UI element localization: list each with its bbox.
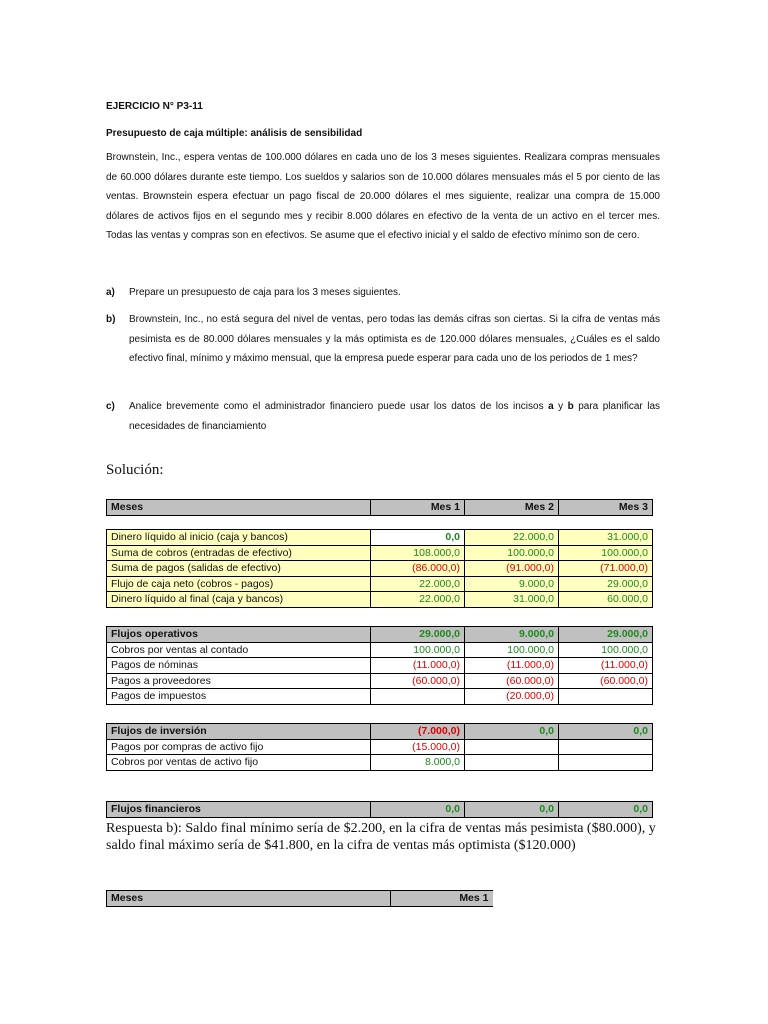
table-row xyxy=(107,545,653,561)
cell-value: 29.000,0 xyxy=(559,576,653,592)
row-label: Cobros por ventas al contado xyxy=(107,642,371,658)
question-b xyxy=(106,310,660,369)
answer-b: Respuesta b): Saldo final mínimo sería de $2.200, en la cifra de ventas más pesimista ($80.000), y saldo final máximo sería de $41.800, en la cifra de ventas más optimista ($120.000) xyxy=(106,821,656,853)
question-a-text: Prepare un presupuesto de caja para los 3 meses siguientes. xyxy=(129,287,401,298)
cell-value xyxy=(465,739,559,755)
operating-header-label: Flujos operativos xyxy=(107,627,371,643)
cell-value: 22.000,0 xyxy=(371,576,465,592)
question-c-label: c) xyxy=(106,401,115,412)
cell-value: (86.000,0) xyxy=(371,561,465,577)
cell-value: 8.000,0 xyxy=(371,755,465,771)
financing-flows-table xyxy=(106,801,653,818)
months-header-row xyxy=(107,500,653,516)
cell-value: 9.000,0 xyxy=(465,576,559,592)
months-header-row-2 xyxy=(107,891,493,907)
month-2-header: Mes 2 xyxy=(465,500,559,516)
cell-value xyxy=(465,755,559,771)
cell-value: 0,0 xyxy=(559,724,653,740)
months-label: Meses xyxy=(107,500,371,516)
cell-value: 0,0 xyxy=(371,530,465,546)
cell-value: (15.000,0) xyxy=(371,739,465,755)
question-c-text: Analice brevemente como el administrador financiero puede usar los datos de los incisos a y b para planificar las necesidades de financiamiento xyxy=(129,401,661,432)
table-row xyxy=(107,755,653,771)
solution-label: Solución: xyxy=(106,462,164,478)
cell-value: 9.000,0 xyxy=(465,627,559,643)
cell-value: 0,0 xyxy=(371,802,465,818)
cell-value xyxy=(371,689,465,705)
summary-table xyxy=(106,529,653,608)
table-row xyxy=(107,530,653,546)
row-label: Suma de pagos (salidas de efectivo) xyxy=(107,561,371,577)
cell-value: 100.000,0 xyxy=(559,545,653,561)
cell-value: (11.000,0) xyxy=(559,658,653,674)
question-a-label: a) xyxy=(106,287,115,298)
exercise-subtitle: Presupuesto de caja múltiple: análisis de sensibilidad xyxy=(106,128,363,139)
operating-header-row xyxy=(107,627,653,643)
cell-value: 29.000,0 xyxy=(559,627,653,643)
months-label-2: Meses xyxy=(107,891,391,907)
table-row xyxy=(107,592,653,608)
investment-flows-table xyxy=(106,723,653,771)
cell-value: 100.000,0 xyxy=(465,642,559,658)
month-1-header: Mes 1 xyxy=(371,500,465,516)
table-row xyxy=(107,642,653,658)
row-label: Pagos por compras de activo fijo xyxy=(107,739,371,755)
exercise-title: EJERCICIO N° P3-11 xyxy=(106,101,203,112)
month-1-header-2: Mes 1 xyxy=(391,891,493,907)
cell-value: (7.000,0) xyxy=(371,724,465,740)
cell-value: 29.000,0 xyxy=(371,627,465,643)
row-label: Dinero líquido al final (caja y bancos) xyxy=(107,592,371,608)
exercise-statement: Brownstein, Inc., espera ventas de 100.000 dólares en cada uno de los 3 meses siguientes. Realizara compras mensuales de 60.000 dólares durante este tiempo. Los sueldos y salarios son de 10.000 dólares mensuales más el 5 por ciento de las ventas. Brownstein espera efectuar un pago fiscal de 20.000 dólares el mes siguiente, realizar una compra de 15.000 dólares de activos fijos en el segundo mes y recibir 8.000 dólares en efectivo de la venta de un activo en el tercer mes. Todas las ventas y compras son en efectivos. Se asume que el efectivo inicial y el saldo de efectivo mínimo son de cero. xyxy=(106,152,660,242)
cell-value: 22.000,0 xyxy=(371,592,465,608)
row-label: Pagos de nóminas xyxy=(107,658,371,674)
cell-value: 60.000,0 xyxy=(559,592,653,608)
table-row xyxy=(107,576,653,592)
cell-value: (20.000,0) xyxy=(465,689,559,705)
cell-value: (60.000,0) xyxy=(465,673,559,689)
row-label: Pagos de impuestos xyxy=(107,689,371,705)
cell-value: 0,0 xyxy=(559,802,653,818)
cell-value: 0,0 xyxy=(465,724,559,740)
question-b-label: b) xyxy=(106,314,116,325)
cell-value xyxy=(559,755,653,771)
row-label: Pagos a proveedores xyxy=(107,673,371,689)
investment-header-label: Flujos de inversión xyxy=(107,724,371,740)
operating-flows-table xyxy=(106,626,653,705)
cell-value: 31.000,0 xyxy=(559,530,653,546)
question-b-text: Brownstein, Inc., no está segura del nivel de ventas, pero todas las demás cifras son ciertas. Si la cifra de ventas más pesimista es de 80.000 dólares mensuales y la más optimista es de 120.000 dólares mensuales, ¿Cuáles es el saldo efectivo final, mínimo y máximo mensual, que la empresa puede esperar para cada uno de los periodos de 1 mes? xyxy=(129,314,660,365)
months-header-table xyxy=(106,499,653,516)
cell-value xyxy=(559,689,653,705)
question-c xyxy=(106,397,660,436)
cell-value: (60.000,0) xyxy=(559,673,653,689)
row-label: Flujo de caja neto (cobros - pagos) xyxy=(107,576,371,592)
table-row xyxy=(107,689,653,705)
row-label: Suma de cobros (entradas de efectivo) xyxy=(107,545,371,561)
financing-header-row xyxy=(107,802,653,818)
row-label: Cobros por ventas de activo fijo xyxy=(107,755,371,771)
cell-value: 0,0 xyxy=(465,802,559,818)
cell-value: (71.000,0) xyxy=(559,561,653,577)
financing-header-label: Flujos financieros xyxy=(107,802,371,818)
table-row xyxy=(107,561,653,577)
investment-header-row xyxy=(107,724,653,740)
month-3-header: Mes 3 xyxy=(559,500,653,516)
cell-value: (60.000,0) xyxy=(371,673,465,689)
months-header-table-2 xyxy=(106,890,493,907)
cell-value: (91.000,0) xyxy=(465,561,559,577)
table-row xyxy=(107,658,653,674)
cell-value: 31.000,0 xyxy=(465,592,559,608)
cell-value: 100.000,0 xyxy=(465,545,559,561)
question-a xyxy=(106,283,660,303)
table-row xyxy=(107,739,653,755)
table-row xyxy=(107,673,653,689)
cell-value: 108.000,0 xyxy=(371,545,465,561)
cell-value: (11.000,0) xyxy=(465,658,559,674)
cell-value xyxy=(559,739,653,755)
cell-value: 100.000,0 xyxy=(559,642,653,658)
cell-value: 22.000,0 xyxy=(465,530,559,546)
cell-value: (11.000,0) xyxy=(371,658,465,674)
cell-value: 100.000,0 xyxy=(371,642,465,658)
row-label: Dinero líquido al inicio (caja y bancos) xyxy=(107,530,371,546)
